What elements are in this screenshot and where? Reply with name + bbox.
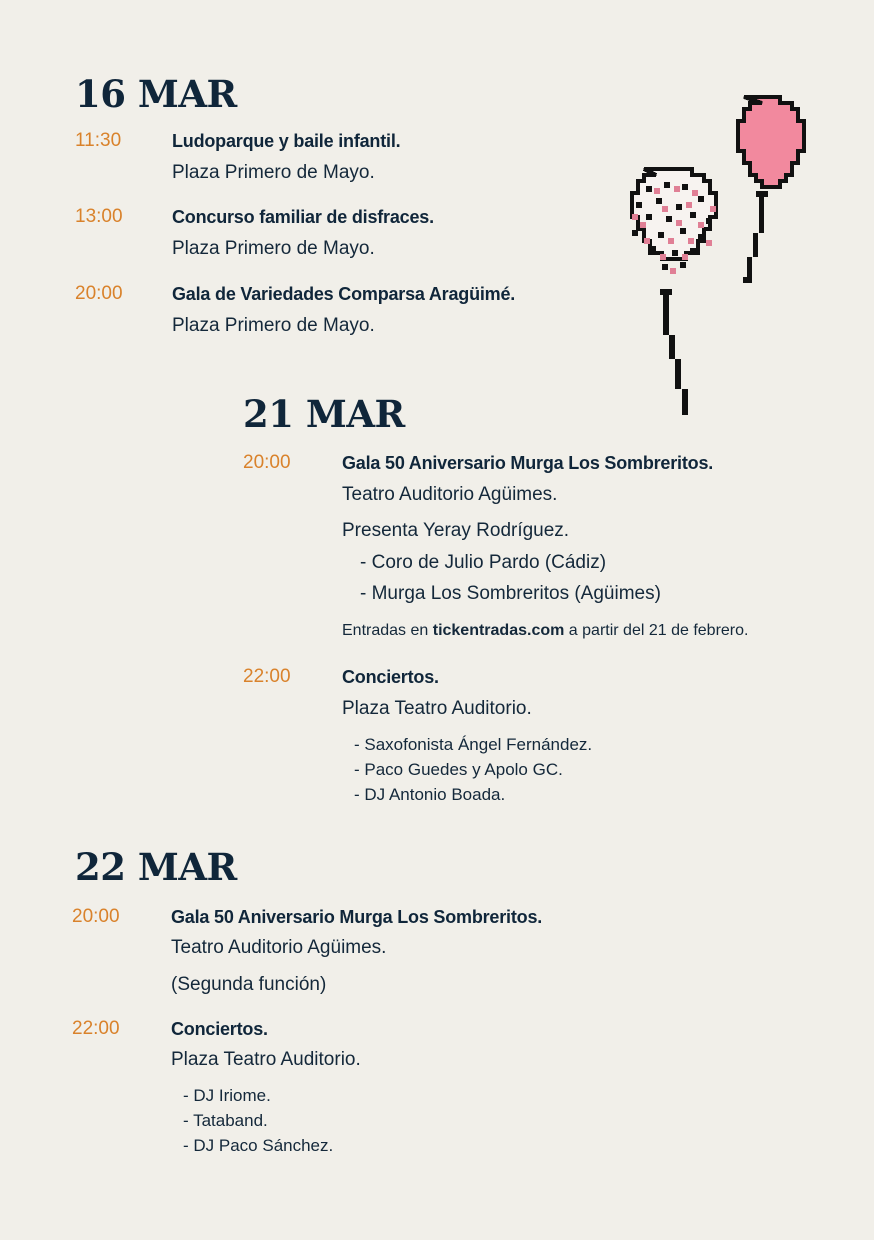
event-time: 11:30	[75, 130, 122, 151]
event-place: Plaza Teatro Auditorio.	[342, 698, 532, 719]
event-time: 20:00	[243, 452, 291, 473]
event-place: Plaza Primero de Mayo.	[172, 238, 375, 259]
tickets-info	[342, 623, 748, 639]
speckled-balloon-icon	[632, 169, 716, 415]
event-title: Conciertos.	[342, 667, 439, 687]
event-time: 22:00	[243, 666, 291, 687]
event-time: 20:00	[72, 906, 120, 927]
list-item: - Tataband.	[183, 1111, 268, 1130]
pixel-balloons-icon	[606, 92, 810, 418]
pink-balloon-icon	[738, 97, 804, 283]
event-time: 20:00	[75, 283, 123, 304]
tickets-link[interactable]: tickentradas.com	[432, 622, 565, 639]
event-note: Presenta Yeray Rodríguez.	[342, 520, 570, 541]
tickets-suffix: a partir del 21 de febrero.	[568, 622, 749, 639]
event-title: Gala 50 Aniversario Murga Los Sombreritos.	[171, 907, 543, 927]
list-item: - DJ Paco Sánchez.	[183, 1136, 334, 1155]
event-title: Ludoparque y baile infantil.	[172, 131, 401, 151]
list-item: - DJ Iriome.	[183, 1086, 271, 1105]
day-heading-22-mar: 22 MAR	[75, 845, 237, 889]
event-place: Teatro Auditorio Agüimes.	[171, 937, 387, 958]
event-place: Plaza Primero de Mayo.	[172, 315, 375, 336]
event-place: Plaza Teatro Auditorio.	[171, 1049, 361, 1070]
list-item: - Murga Los Sombreritos (Agüimes)	[360, 583, 661, 604]
event-title: Gala de Variedades Comparsa Aragüimé.	[172, 284, 516, 304]
tickets-prefix: Entradas en	[342, 622, 429, 639]
event-place: Teatro Auditorio Agüimes.	[342, 484, 558, 505]
list-item: - Saxofonista Ángel Fernández.	[354, 735, 593, 754]
event-time: 13:00	[75, 206, 123, 227]
event-title: Concurso familiar de disfraces.	[172, 207, 434, 227]
event-place: Plaza Primero de Mayo.	[172, 162, 375, 183]
event-time: 22:00	[72, 1018, 120, 1039]
event-title: Conciertos.	[171, 1019, 268, 1039]
day-heading-16-mar: 16 MAR	[75, 72, 237, 116]
list-item: - DJ Antonio Boada.	[354, 785, 506, 804]
event-note: (Segunda función)	[171, 974, 327, 995]
list-item: - Paco Guedes y Apolo GC.	[354, 760, 563, 779]
list-item: - Coro de Julio Pardo (Cádiz)	[360, 552, 607, 573]
event-title: Gala 50 Aniversario Murga Los Sombreritos.	[342, 453, 714, 473]
day-heading-21-mar: 21 MAR	[243, 392, 405, 436]
